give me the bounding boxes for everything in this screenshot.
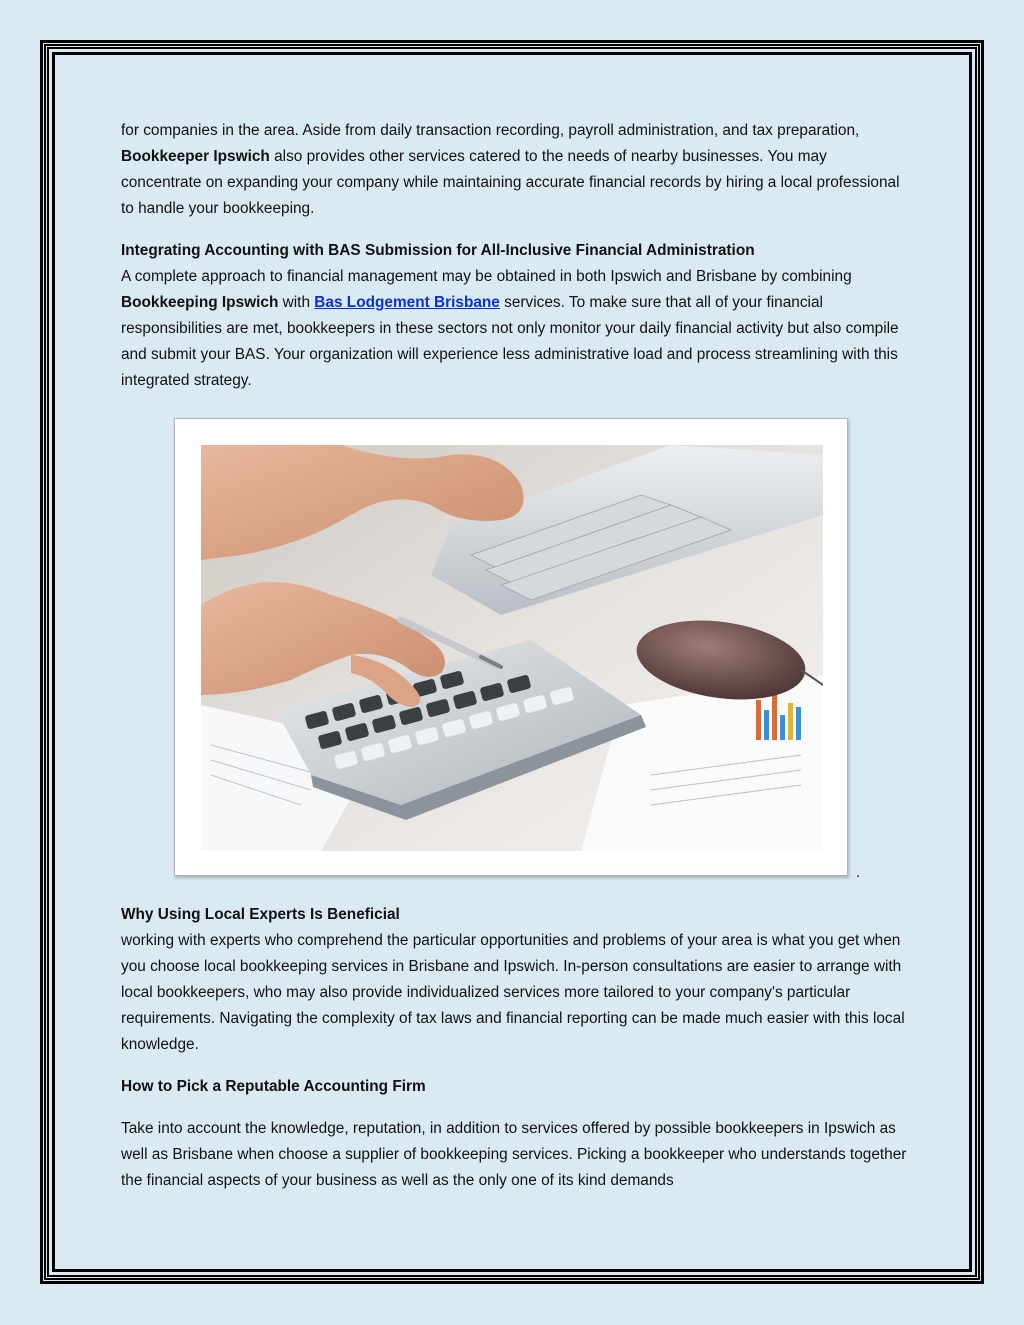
photo-frame xyxy=(174,418,848,876)
bas-bold-term: Bookkeeping Ipswich xyxy=(121,294,279,311)
section-heading-accounting-firm: How to Pick a Reputable Accounting Firm xyxy=(121,1078,426,1095)
intro-paragraph xyxy=(121,118,911,222)
bas-text-2: with xyxy=(278,294,315,311)
bas-lodgement-link[interactable]: Bas Lodgement Brisbane xyxy=(314,294,500,311)
spacer xyxy=(121,1058,911,1074)
document-body-top xyxy=(121,118,911,394)
local-experts-paragraph: working with experts who comprehend the particular opportunities and problems of your area is what you get when you choose local bookkeeping services in Brisbane and Ipswich. In-person consultations are easier to arrange with local bookkeepers, who may also provide individualized services more tailored to your company's particular requirements. Navigating the complexity of tax laws and financial reporting can be made much easier with this local knowledge. xyxy=(121,932,905,1053)
bas-paragraph xyxy=(121,264,911,394)
trailing-period: . xyxy=(856,864,861,881)
section-heading-local-experts: Why Using Local Experts Is Beneficial xyxy=(121,906,400,923)
intro-bold-term: Bookkeeper Ipswich xyxy=(121,148,270,165)
bas-text-1: A complete approach to financial management may be obtained in both Ipswich and Brisbane by combining xyxy=(121,268,852,285)
calculator-photo xyxy=(201,445,823,851)
intro-text-1: for companies in the area. Aside from daily transaction recording, payroll administration, and tax preparation, xyxy=(121,122,860,139)
section-heading-bas: Integrating Accounting with BAS Submission for All-Inclusive Financial Administration xyxy=(121,242,755,259)
intro-text-2: also provides other services catered to the needs of nearby businesses. You may concentrate on expanding your company while maintaining accurate financial records by hiring a local professional to handle your bookkeeping. xyxy=(121,148,900,217)
bas-text-3: services. To make sure that all of your financial responsibilities are met, bookkeepers in these sectors not only monitor your daily financial activity but also compile and submit your BAS. Your organization will experience less administrative load and process streamlining with this integrated strategy. xyxy=(121,294,899,389)
accounting-firm-paragraph: Take into account the knowledge, reputation, in addition to services offered by possible bookkeepers in Ipswich as well as Brisbane when choose a supplier of bookkeeping services. Picking a bookkeeper who understands together the financial aspects of your business as well as the only one of its kind demands xyxy=(121,1120,907,1189)
document-body-bottom xyxy=(121,902,911,1194)
spacer xyxy=(121,1100,911,1116)
